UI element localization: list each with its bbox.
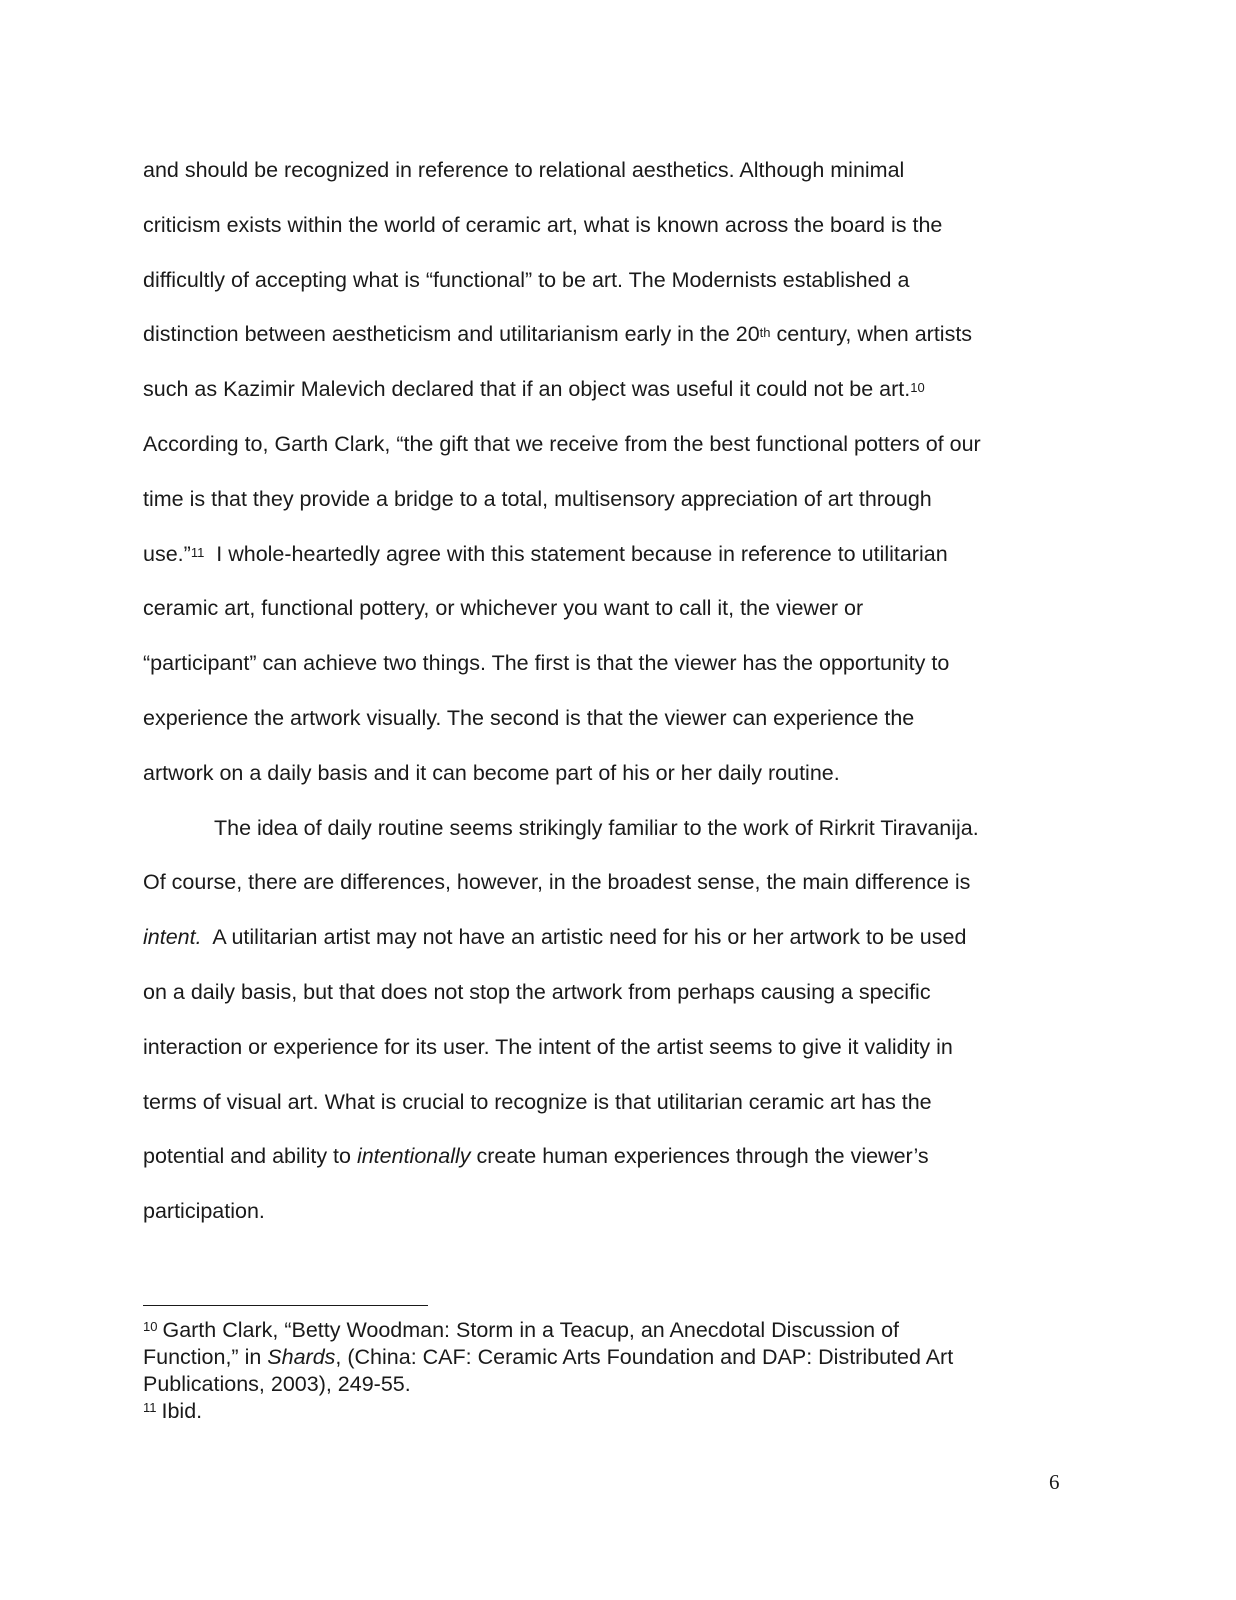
text-run: century, when artists: [770, 322, 973, 347]
footnote-ref-11[interactable]: 11: [190, 544, 205, 560]
text-run: such as Kazimir Malevich declared that if an object was useful it could not be art.: [143, 377, 911, 402]
text-run: use.”: [143, 541, 191, 566]
text-line: [143, 527, 1083, 582]
page-number: 6: [1049, 1470, 1060, 1494]
text-line: difficultly of accepting what is “functional” to be art. The Modernists established a: [143, 267, 910, 292]
footnote-number: 10: [143, 1319, 158, 1334]
text-run: , (China: CAF: Ceramic Arts Foundation and DAP: Distributed Art: [335, 1345, 954, 1369]
footnote-text-line: [143, 1344, 1083, 1371]
text-line: [143, 1129, 1083, 1184]
footnote-text: Garth Clark, “Betty Woodman: Storm in a Teacup, an Anecdotal Discussion of: [162, 1318, 900, 1342]
text-run: potential and ability to: [143, 1144, 357, 1169]
text-line: criticism exists within the world of ceramic art, what is known across the board is the: [143, 212, 943, 237]
text-line: “participant” can achieve two things. The first is that the viewer has the opportunity to: [143, 651, 950, 676]
text-line: [143, 362, 1083, 417]
text-line: Of course, there are differences, however, in the broadest sense, the main difference is: [143, 870, 971, 895]
emphasis-text: Shards: [267, 1345, 336, 1369]
text-line: According to, Garth Clark, “the gift that we receive from the best functional potters of our: [143, 431, 981, 456]
footnote-number: 11: [143, 1400, 157, 1415]
text-line: interaction or experience for its user. The intent of the artist seems to give it validity in: [143, 1034, 953, 1059]
footnote-text-line: Publications, 2003), 249-55.: [143, 1372, 411, 1396]
footnote-ref-10[interactable]: 10: [910, 380, 925, 396]
superscript: th: [759, 325, 771, 341]
text-line: and should be recognized in reference to relational aesthetics. Although minimal: [143, 158, 905, 182]
footnote-10: [143, 1317, 1083, 1344]
text-line: participation.: [143, 1199, 265, 1224]
text-run: distinction between aestheticism and utilitarianism early in the 20: [143, 322, 760, 347]
text-line: ceramic art, functional pottery, or whichever you want to call it, the viewer or: [143, 596, 864, 621]
text-line: terms of visual art. What is crucial to recognize is that utilitarian ceramic art has the: [143, 1089, 932, 1114]
footnote-separator: [143, 1305, 428, 1306]
footnote-11: [143, 1398, 1083, 1425]
text-line: experience the artwork visually. The second is that the viewer can experience the: [143, 705, 915, 730]
text-line: time is that they provide a bridge to a total, multisensory appreciation of art through: [143, 486, 932, 511]
footnote-text: Ibid.: [161, 1399, 203, 1423]
text-line: The idea of daily routine seems strikingly familiar to the work of Rirkrit Tiravanija.: [214, 815, 979, 840]
footnotes: [143, 1317, 1083, 1425]
text-line: artwork on a daily basis and it can become part of his or her daily routine.: [143, 760, 840, 785]
text-run: A utilitarian artist may not have an artistic need for his or her artwork to be used: [201, 925, 967, 950]
emphasis-text: intentionally: [356, 1144, 471, 1169]
text-run: create human experiences through the viewer’s: [470, 1144, 929, 1169]
text-line: [143, 307, 1083, 362]
text-run: Function,” in: [143, 1345, 268, 1369]
text-line: on a daily basis, but that does not stop the artwork from perhaps causing a specific: [143, 979, 931, 1004]
text-run: I whole-heartedly agree with this statement because in reference to utilitarian: [204, 541, 948, 566]
emphasis-text: intent.: [143, 925, 202, 950]
body-text: [143, 143, 1083, 1239]
text-line: [143, 910, 1083, 965]
